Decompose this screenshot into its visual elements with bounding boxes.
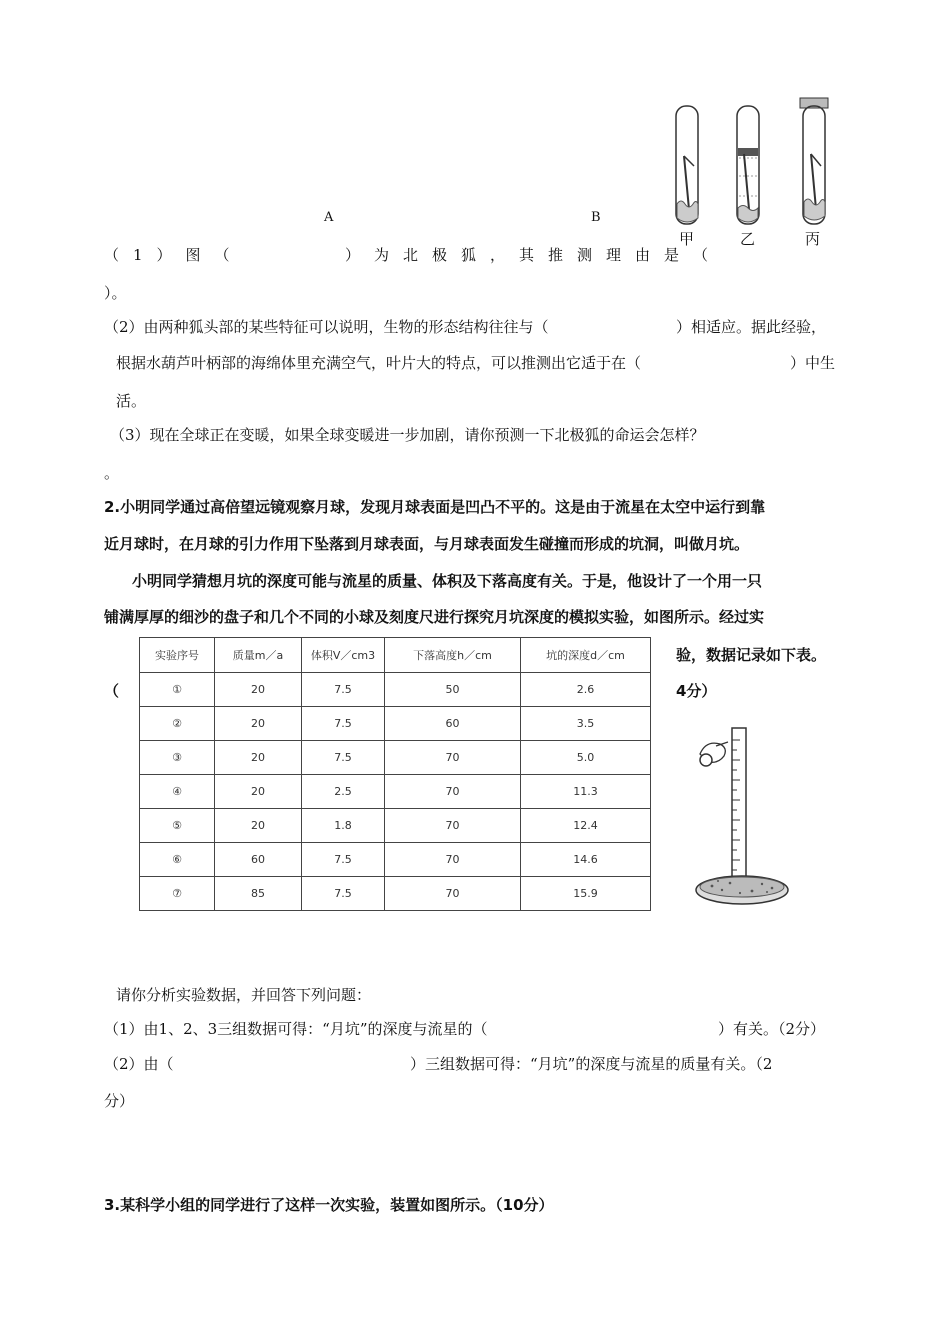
table-cell: 20 <box>215 673 302 707</box>
table-cell: 85 <box>215 877 302 911</box>
table-cell: 60 <box>215 843 302 877</box>
q2-sub2-end: ）三组数据可得：“月坑”的深度与流星的质量有关。（2 <box>410 1055 773 1073</box>
table-cell: 70 <box>385 877 521 911</box>
q2-paren-left: （ <box>104 682 120 700</box>
table-cell: 20 <box>215 809 302 843</box>
figure-label-a: A <box>324 210 334 225</box>
table-row <box>140 843 651 877</box>
table-cell: 70 <box>385 741 521 775</box>
experiment-data-table <box>139 637 651 911</box>
test-tubes-figure <box>664 96 844 246</box>
q2-intro-line5: 验，数据记录如下表。 <box>676 646 827 664</box>
q2-analyze-prompt: 请你分析实验数据，并回答下列问题： <box>116 986 372 1004</box>
table-cell: ① <box>140 673 215 707</box>
table-cell: 20 <box>215 775 302 809</box>
table-row <box>140 673 651 707</box>
q2-sub1-end: ）有关。（2分） <box>718 1020 826 1038</box>
table-cell: ③ <box>140 741 215 775</box>
table-cell: 11.3 <box>521 775 651 809</box>
q1-line1-end: ）。 <box>104 284 127 302</box>
table-cell: 60 <box>385 707 521 741</box>
table-cell: 1.8 <box>302 809 385 843</box>
q2-intro-line4: 铺满厚厚的细沙的盘子和几个不同的小球及刻度尺进行探究月坑深度的模拟实验，如图所示。经过实 <box>104 608 765 626</box>
q2-intro-line1: 2.小明同学通过高倍望远镜观察月球，发现月球表面是凹凸不平的。这是由于流星在太空中运行到靠 <box>104 498 766 516</box>
table-row <box>140 775 651 809</box>
table-row <box>140 707 651 741</box>
q2-sub1-start: （1）由1、2、3三组数据可得：“月坑”的深度与流星的（ <box>104 1020 488 1038</box>
q1-part2-line1: （2）由两种狐头部的某些特征可以说明，生物的形态结构往往与（ <box>104 318 549 336</box>
table-cell: 70 <box>385 843 521 877</box>
q1-part3-line2: 。 <box>104 464 120 482</box>
table-cell: 2.5 <box>302 775 385 809</box>
table-cell: 70 <box>385 775 521 809</box>
table-header-cell: 坑的深度d／cm <box>521 638 651 673</box>
table-cell: 14.6 <box>521 843 651 877</box>
q1-part3-line1: （3）现在全球正在变暖，如果全球变暖进一步加剧，请你预测一下北极狐的命运会怎样？ <box>110 426 705 444</box>
table-cell: 7.5 <box>302 877 385 911</box>
q2-score: 4分） <box>676 682 717 700</box>
tube-bing <box>800 98 828 224</box>
table-header-row <box>140 638 651 673</box>
q1-part2-line3: 活。 <box>116 392 147 410</box>
tube-label-bing: 丙 <box>805 230 821 248</box>
table-cell: ⑦ <box>140 877 215 911</box>
table-row <box>140 877 651 911</box>
table-cell: 7.5 <box>302 741 385 775</box>
table-cell: ⑥ <box>140 843 215 877</box>
q2-sub2-score: 分） <box>104 1092 135 1110</box>
table-header-cell: 实验序号 <box>140 638 215 673</box>
table-cell: 15.9 <box>521 877 651 911</box>
table-cell: ④ <box>140 775 215 809</box>
ruler-sand-tray-figure <box>692 720 802 915</box>
q1-line1-start: （1）图（ <box>104 246 244 264</box>
q1-part2-line2: 根据水葫芦叶柄部的海绵体里充满空气，叶片大的特点，可以推测出它适于在（ <box>116 354 642 372</box>
table-header-cell: 质量m／a <box>215 638 302 673</box>
table-cell: 12.4 <box>521 809 651 843</box>
table-cell: 7.5 <box>302 707 385 741</box>
table-cell: 2.6 <box>521 673 651 707</box>
table-header-cell: 下落高度h／cm <box>385 638 521 673</box>
table-row <box>140 809 651 843</box>
q2-sub2-start: （2）由（ <box>104 1055 174 1073</box>
tube-yi <box>737 106 759 224</box>
table-cell: 3.5 <box>521 707 651 741</box>
tube-label-jia: 甲 <box>679 230 695 248</box>
table-cell: ② <box>140 707 215 741</box>
table-header-cell: 体积V／cm3 <box>302 638 385 673</box>
table-cell: 20 <box>215 707 302 741</box>
tube-jia <box>676 106 698 224</box>
table-cell: 5.0 <box>521 741 651 775</box>
table-cell: 50 <box>385 673 521 707</box>
table-cell: ⑤ <box>140 809 215 843</box>
table-cell: 7.5 <box>302 843 385 877</box>
figure-label-b: B <box>591 210 601 225</box>
tube-label-yi: 乙 <box>740 230 756 248</box>
table-cell: 20 <box>215 741 302 775</box>
table-cell: 70 <box>385 809 521 843</box>
q1-line1-reason: ）为北极狐，其推测理由是（ <box>345 246 723 264</box>
q2-intro-line2: 近月球时，在月球的引力作用下坠落到月球表面，与月球表面发生碰撞而形成的坑洞，叫做月坑。 <box>104 535 750 553</box>
table-cell: 7.5 <box>302 673 385 707</box>
q2-intro-line3: 小明同学猜想月坑的深度可能与流星的质量、体积及下落高度有关。于是，他设计了一个用一只 <box>132 572 763 590</box>
q1-part2-line1b: ）相适应。据此经验， <box>676 318 827 336</box>
q1-part2-line2b: ）中生 <box>790 354 836 372</box>
q3-title: 3.某科学小组的同学进行了这样一次实验，装置如图所示。（10分） <box>104 1196 554 1214</box>
table-row <box>140 741 651 775</box>
